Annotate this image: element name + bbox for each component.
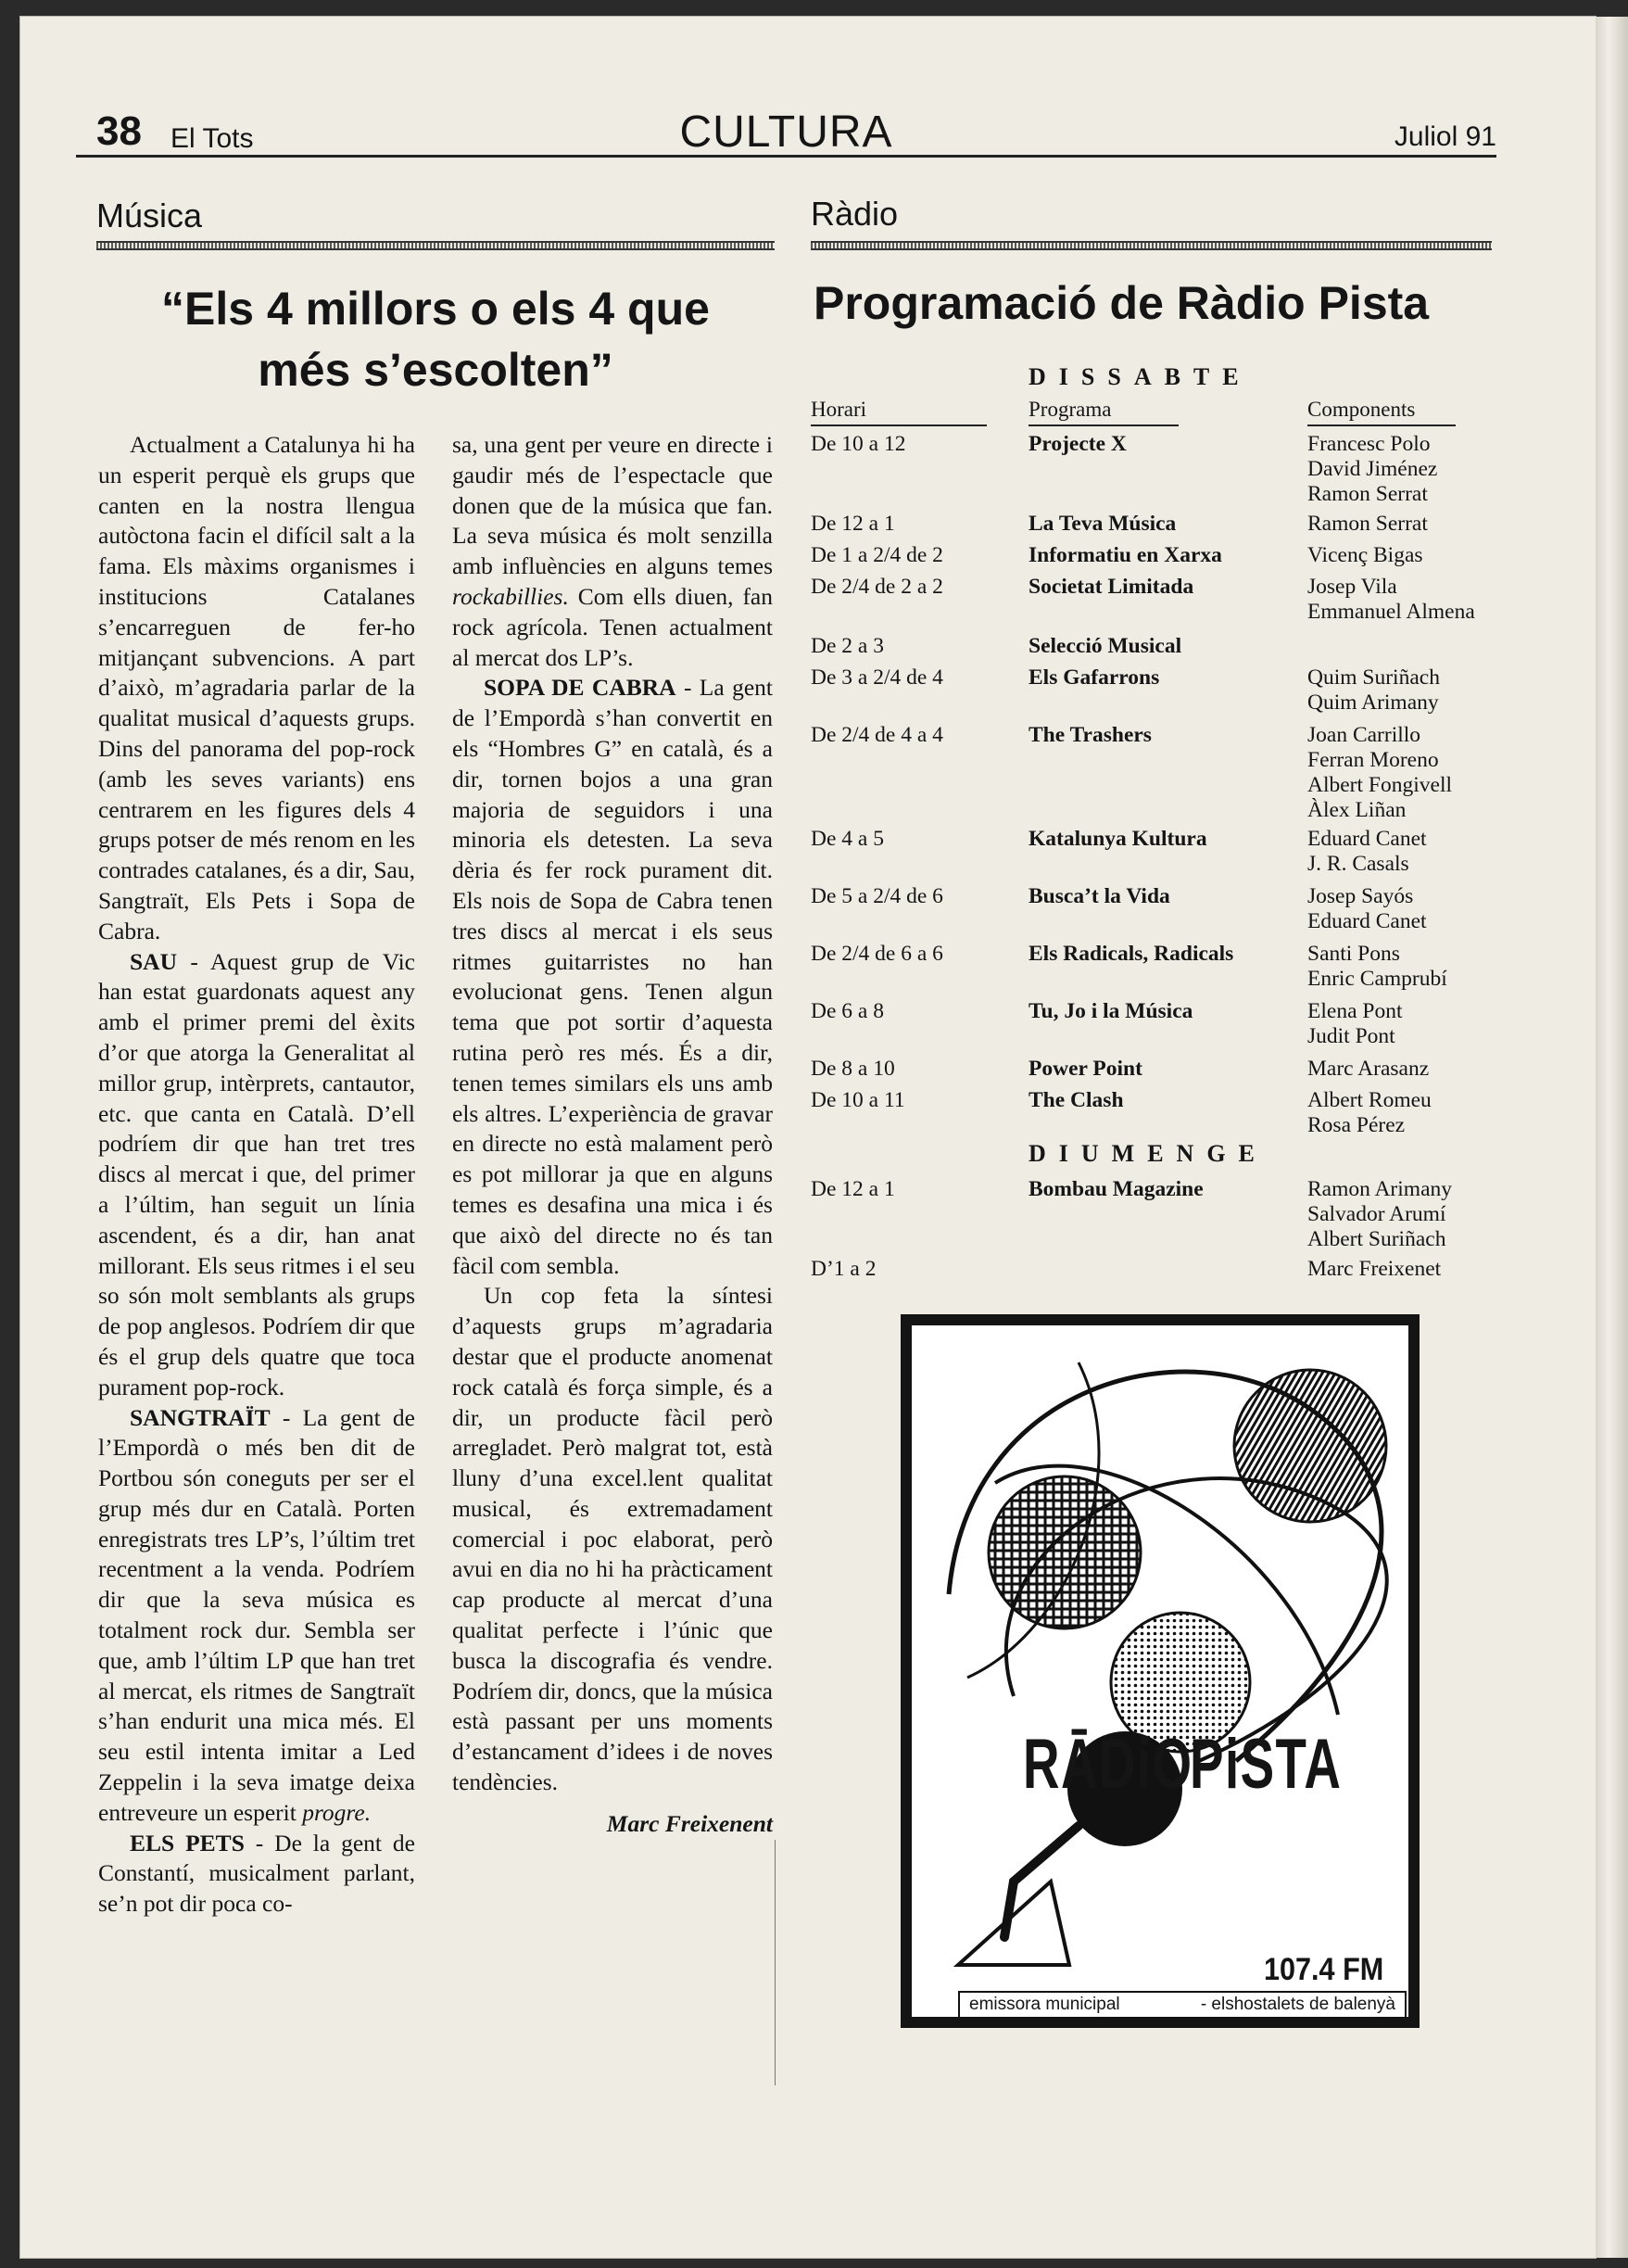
schedule-members — [1307, 999, 1402, 1049]
radio-pista-logo — [901, 1314, 1420, 2028]
schedule-time: D’1 a 2 — [811, 1257, 877, 1281]
schedule-program: Societat Limitada — [1029, 575, 1194, 599]
logo-tagline-left: emissora municipal — [969, 1995, 1120, 2014]
schedule-member: Ramon Serrat — [1307, 512, 1428, 536]
header-rule-program — [1029, 424, 1179, 426]
keyword-els-pets: ELS PETS — [130, 1829, 245, 1856]
col-header-program: Programa — [1029, 398, 1112, 421]
speaker-disc-1 — [1234, 1370, 1386, 1522]
schedule-members — [1307, 1088, 1432, 1138]
text-sopa-de-cabra: - La gent de l’Empordà s’han convertit en els “Hombres G” en català, és a dir, tornen bojos a una gran majoria de seguidors i una minoria els detesten. La seva dèria és fer rock purament dit. Els nois de Sopa de Cabra tenen tres discs al mercat i els seus ritmes guitarristes no han evolucionat gens. Tenen algun tema que pot sortir d’aquesta rutina però res més. És a dir, tenen temes similars els uns amb els altres. L’experiència de gravar en directe no està malament però es pot millorar ja que en alguns temes es desafina una mica i és que això del directe no és tan fàcil com sembla. — [452, 674, 773, 1279]
logo-tagline — [958, 1991, 1407, 2019]
schedule-member: Josep Sayós — [1307, 884, 1414, 908]
text-col2-a2: Com ells diuen, fan rock agrícola. Tenen actualment al mercat dos LP’s. — [452, 582, 773, 671]
page-edge — [1596, 17, 1628, 2258]
schedule-time: De 6 a 8 — [811, 999, 884, 1023]
schedule-member: Francesc Polo — [1307, 432, 1431, 456]
logo-frequency: 107.4 FM — [1264, 1952, 1384, 1987]
schedule-time: De 12 a 1 — [811, 1177, 895, 1201]
paragraph-sangtrait — [98, 1403, 415, 1829]
schedule-member: Josep Vila — [1307, 575, 1397, 599]
page-number: 38 — [96, 108, 142, 154]
text-sangtrait-em: progre. — [302, 1798, 372, 1826]
schedule-program: The Trashers — [1029, 723, 1152, 747]
schedule-program: Selecció Musical — [1029, 634, 1182, 658]
article-column-2 — [452, 430, 773, 1840]
logo-word-radio: RĀDiO — [1023, 1725, 1193, 1804]
schedule-time: De 2/4 de 6 a 6 — [811, 942, 943, 966]
schedule-member: Albert Fongivell — [1307, 773, 1452, 797]
paragraph-els-pets-cont — [452, 430, 773, 673]
schedule-program: Power Point — [1029, 1057, 1142, 1081]
schedule-members — [1307, 827, 1427, 877]
schedule-members — [1307, 884, 1427, 934]
schedule-member: Ramon Arimany — [1307, 1177, 1452, 1201]
schedule-member: Marc Arasanz — [1307, 1057, 1430, 1081]
logo-word-pista: PiSTA — [1190, 1725, 1343, 1804]
schedule-time: De 8 a 10 — [811, 1057, 895, 1081]
paragraph-conclusion: Un cop feta la síntesi d’aquests grups m’agradaria destar que el producte anomenat rock català és força simple, és a dir, un producte fàcil però arregladet. Però malgrat tot, està lluny d’una excel.lent qualitat musical, és extremadament comercial i poc elaborat, però avui en dia no hi ha pràcticament cap producte al mercat d’una qualitat perfecte i l’únic que busca la discografia és vendre. Podríem dir, doncs, que la música està passant per uns moments d’estancament d’idees i de noves tendències. — [452, 1282, 773, 1796]
schedule-member: Joan Carrillo — [1307, 723, 1421, 747]
schedule-member: Quim Arimany — [1307, 691, 1439, 715]
schedule-program: Projecte X — [1029, 432, 1127, 456]
schedule-members — [1307, 1177, 1452, 1252]
schedule-member: Marc Freixenet — [1307, 1257, 1442, 1281]
microphone-stem — [1004, 1826, 1079, 1937]
schedule-program: La Teva Música — [1029, 512, 1177, 536]
text-els-pets: - De la gent de Constantí, musicalment parlant, se’n pot dir poca co- — [98, 1829, 415, 1918]
article-title-line-2: més s’escolten” — [258, 344, 613, 396]
schedule-members — [1307, 723, 1452, 823]
schedule-member: Vicenç Bigas — [1307, 543, 1423, 567]
header-rule-members — [1307, 424, 1456, 426]
schedule-members — [1307, 1057, 1429, 1082]
schedule-program: Tu, Jo i la Música — [1029, 999, 1193, 1023]
schedule-member: Albert Romeu — [1307, 1088, 1432, 1112]
schedule-member: Judit Pont — [1307, 1024, 1395, 1048]
schedule-program: Els Gafarrons — [1029, 665, 1160, 690]
schedule-time: De 5 a 2/4 de 6 — [811, 884, 943, 908]
schedule-time: De 12 a 1 — [811, 512, 895, 536]
music-section-label: Música — [96, 196, 203, 234]
keyword-sau: SAU — [130, 947, 178, 975]
keyword-sopa-de-cabra: SOPA DE CABRA — [484, 674, 676, 702]
section-title: CULTURA — [679, 108, 893, 157]
schedule-time: De 2/4 de 4 a 4 — [811, 723, 943, 747]
schedule-members — [1307, 665, 1440, 716]
col-header-time: Horari — [811, 398, 867, 421]
schedule-member: Enric Camprubí — [1307, 967, 1447, 991]
schedule-time: De 2/4 de 2 a 2 — [811, 575, 943, 599]
text-col2-em: rockabillies. — [452, 582, 569, 610]
article-author: Marc Freixenent — [606, 1809, 773, 1837]
schedule-member: Quim Suriñach — [1307, 665, 1440, 690]
schedule-member: J. R. Casals — [1307, 852, 1409, 876]
schedule-program: Katalunya Kultura — [1029, 827, 1207, 851]
schedule-member: Rosa Pérez — [1307, 1113, 1406, 1137]
schedule-program: Els Radicals, Radicals — [1029, 942, 1234, 966]
keyword-sangtrait: SANGTRAÏT — [130, 1403, 271, 1431]
schedule-program: The Clash — [1029, 1088, 1124, 1112]
music-section-rule — [96, 241, 775, 250]
col-header-members: Components — [1307, 398, 1416, 421]
page-header — [76, 107, 1496, 158]
schedule-program: Bombau Magazine — [1029, 1177, 1204, 1201]
schedule-time: De 1 a 2/4 de 2 — [811, 543, 943, 567]
schedule-member: Albert Suriñach — [1307, 1227, 1446, 1251]
schedule-member: Eduard Canet — [1307, 909, 1427, 933]
article-title — [83, 278, 788, 400]
text-sangtrait: - La gent de l’Empordà o més ben dit de Portbou són coneguts per ser el grup més dur en Català. Porten enregistrats tres LP’s, l’últim tret recentment a la venda. Podríem dir que la seva música es totalment rock dur. Sembla ser que, amb l’últim LP que han tret al mercat, els ritmes de Sangtraït s’han endurit una mica més. El seu estil intenta imitar a Led Zeppelin i la seva imatge deixa entreveure un esperit — [98, 1403, 415, 1826]
logo-tagline-right: - elshostalets de balenyà — [1200, 1995, 1395, 2014]
radio-section-label: Ràdio — [811, 195, 899, 233]
schedule-member: Ferran Moreno — [1307, 748, 1439, 772]
header-rule-time — [811, 424, 987, 426]
text-sau: - Aquest grup de Vic han estat guardonats aquest any amb el primer premi del èxits d’or que atorga la Generalitat al millor grup, intèrprets, cantautor, etc. que canta en Català. D’ell podríem dir que han tret tres discs al mercat i que, del primer a l’últim, han seguit un línia ascendent, és a dir, han anat millorant. Els seus ritmes i el seu so són molt semblants als grups de pop anglesos. Podríem dir que és el grup dels quatre que toca purament pop-rock. — [98, 947, 415, 1400]
schedule-member: David Jiménez — [1307, 457, 1438, 481]
schedule-members — [1307, 1257, 1441, 1282]
schedule-member: Ramon Serrat — [1307, 482, 1428, 506]
issue-date: Juliol 91 — [1394, 121, 1496, 152]
schedule-program: Informatiu en Xarxa — [1029, 543, 1222, 567]
schedule-members — [1307, 575, 1475, 625]
schedule-time: De 3 a 2/4 de 4 — [811, 665, 943, 690]
schedule-member: Àlex Liñan — [1307, 798, 1407, 822]
microphone-illustration — [912, 1325, 1408, 2017]
paragraph-sopa-de-cabra — [452, 673, 773, 1281]
schedule-time: De 10 a 12 — [811, 432, 906, 456]
schedule-member: Santi Pons — [1307, 942, 1400, 966]
article-column-1 — [98, 430, 415, 1920]
schedule-members — [1307, 942, 1447, 992]
schedule-member: Elena Pont — [1307, 999, 1403, 1023]
column-divider — [775, 1840, 776, 2085]
schedule-time: De 4 a 5 — [811, 827, 884, 851]
publication-name: El Tots — [170, 123, 254, 154]
schedule-program: Busca’t la Vida — [1029, 884, 1170, 908]
article-title-line-1: “Els 4 millors o els 4 que — [161, 283, 710, 335]
radio-title: Programació de Ràdio Pista — [814, 277, 1430, 329]
paragraph-sau — [98, 947, 415, 1403]
schedule-member: Emmanuel Almena — [1307, 600, 1475, 624]
text-col2-a1: sa, una gent per veure en directe i gaudir més de l’espectacle que donen que de la música que fan. La seva música és molt senzilla amb influències en alguns temes — [452, 431, 773, 580]
paragraph-els-pets — [98, 1829, 415, 1920]
day-heading-sunday: DIUMENGE — [1029, 1140, 1268, 1167]
schedule-member: Eduard Canet — [1307, 827, 1427, 851]
schedule-members — [1307, 543, 1423, 568]
day-heading-saturday: DISSABTE — [1029, 363, 1252, 390]
article-intro: Actualment a Catalunya hi ha un esperit perquè els grups que canten en la nostra llengua autòctona facin el difícil salt a la fama. Els màxims organismes i institucions Catalanes s’encarreguen de fer-ho mitjançant subvencions. A part d’això, m’agradaria parlar de la qualitat musical d’aquests grups. Dins del panorama del pop-rock (amb les seves variants) ens centrarem en les figures dels 4 grups potser de més renom en les contrades catalanes, és a dir, Sau, Sangtraït, Els Pets i Sopa de Cabra. — [98, 431, 415, 944]
schedule-members — [1307, 432, 1437, 507]
schedule-time: De 10 a 11 — [811, 1088, 905, 1112]
schedule-member: Salvador Arumí — [1307, 1202, 1446, 1226]
schedule-time: De 2 a 3 — [811, 634, 884, 658]
schedule-members — [1307, 512, 1428, 537]
radio-section-rule — [811, 241, 1492, 250]
